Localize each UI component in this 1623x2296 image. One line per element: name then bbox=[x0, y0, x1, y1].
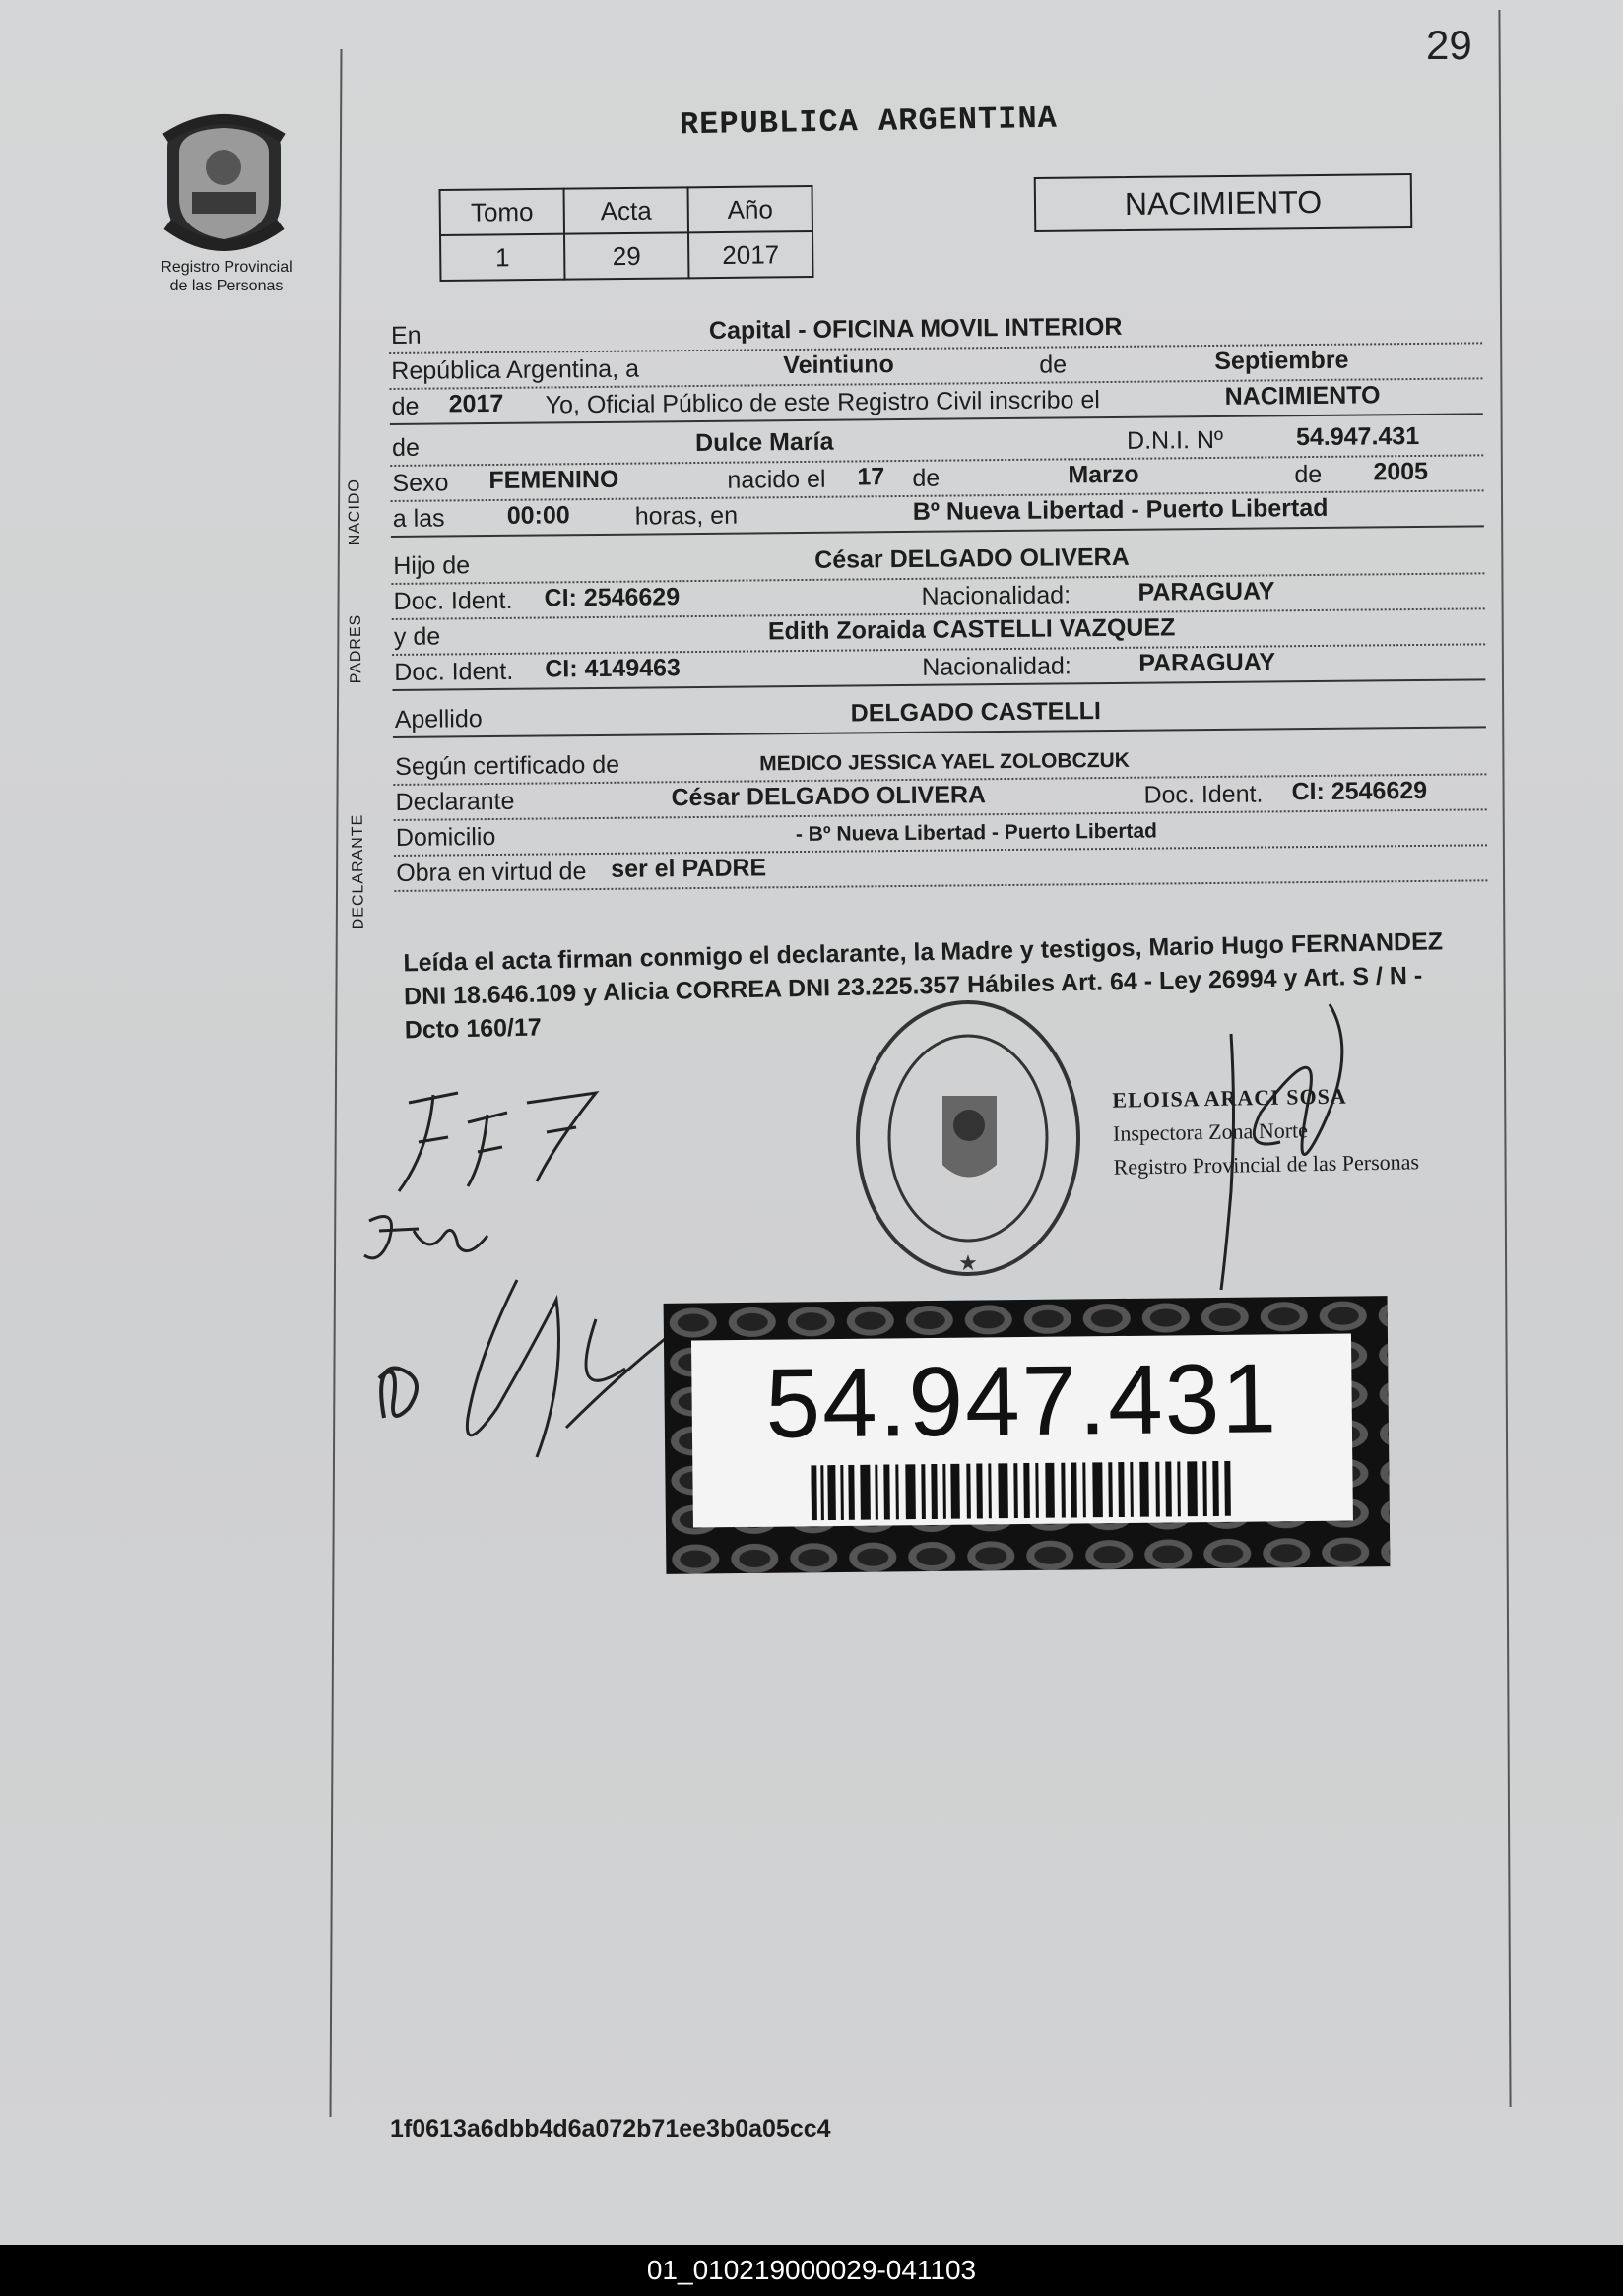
declarant-name-value: César DELGADO OLIVERA bbox=[671, 781, 987, 812]
surname-value: DELGADO CASTELLI bbox=[850, 697, 1102, 728]
mother-nationality-label: Nacionalidad: bbox=[922, 652, 1071, 681]
declarant-doc-value: CI: 2546629 bbox=[1291, 776, 1428, 806]
domicilio-label: Domicilio bbox=[395, 822, 496, 852]
mother-nationality-value: PARAGUAY bbox=[1138, 648, 1276, 677]
tomo-header: Tomo bbox=[440, 189, 564, 235]
father-doc-label: Doc. Ident. bbox=[393, 586, 513, 615]
act-type-box: NACIMIENTO bbox=[1034, 173, 1413, 232]
dni-sticker bbox=[664, 1296, 1391, 1574]
dni-value: 54.947.431 bbox=[1295, 421, 1420, 452]
y-de-label: y de bbox=[393, 622, 441, 651]
birth-month-value: Marzo bbox=[1068, 460, 1139, 489]
certificate-value: MEDICO JESSICA YAEL ZOLOBCZUK bbox=[759, 748, 1131, 776]
republica-label: República Argentina, a bbox=[391, 354, 640, 385]
de-birth-label: de bbox=[912, 464, 941, 492]
certificado-label: Según certificado de bbox=[395, 750, 620, 781]
country-title: REPUBLICA ARGENTINA bbox=[679, 99, 1059, 144]
declarante-label: Declarante bbox=[395, 787, 515, 816]
month-value: Septiembre bbox=[1214, 346, 1349, 375]
inspector-office: Registro Provincial de las Personas bbox=[1113, 1149, 1420, 1180]
sexo-label: Sexo bbox=[392, 469, 449, 497]
name-value: Dulce María bbox=[694, 427, 834, 458]
inscribe-type-value: NACIMIENTO bbox=[1224, 381, 1381, 411]
obra-label: Obra en virtud de bbox=[396, 858, 587, 887]
mother-name-value: Edith Zoraida CASTELLI VAZQUEZ bbox=[767, 613, 1176, 646]
acta-header: Acta bbox=[564, 187, 688, 233]
yo-label: Yo, Oficial Público de este Registro Civil inscribo el bbox=[545, 386, 1101, 419]
surname-line bbox=[393, 690, 1486, 738]
svg-text:★: ★ bbox=[958, 1251, 978, 1276]
sticker-label-area bbox=[691, 1334, 1353, 1528]
domicile-value: - Bº Nueva Libertad - Puerto Libertad bbox=[795, 819, 1158, 847]
father-nationality-label: Nacionalidad: bbox=[921, 581, 1071, 610]
page-number: 29 bbox=[1426, 22, 1472, 68]
mother-doc-label: Doc. Ident. bbox=[394, 657, 514, 686]
obra-reason-value: ser el PADRE bbox=[611, 854, 767, 883]
inspector-stamp bbox=[1112, 1078, 1419, 1183]
barcode-icon bbox=[811, 1461, 1235, 1520]
birth-year-value: 2005 bbox=[1373, 457, 1429, 486]
registry-caption-line-1: Registro Provincial bbox=[161, 259, 292, 276]
dni-label: D.N.I. Nº bbox=[1126, 425, 1224, 455]
sex-value: FEMENINO bbox=[488, 465, 619, 495]
registry-caption-line-2: de las Personas bbox=[169, 278, 284, 294]
de-year-label: de bbox=[391, 392, 420, 420]
declarante-side-label: DECLARANTE bbox=[349, 813, 367, 930]
declarant-signature-icon bbox=[389, 1083, 616, 1201]
father-nationality-value: PARAGUAY bbox=[1137, 577, 1275, 606]
hijo-de-label: Hijo de bbox=[393, 551, 471, 580]
place-value: Capital - OFICINA MOVIL INTERIOR bbox=[708, 312, 1123, 345]
document-hash: 1f0613a6dbb4d6a072b71ee3b0a05cc4 bbox=[390, 2115, 831, 2142]
inspector-name: ELOISA ARACI SOSA bbox=[1112, 1083, 1347, 1113]
birth-time-value: 00:00 bbox=[506, 501, 570, 530]
witness-signature-2-icon bbox=[369, 1260, 675, 1526]
declarant-doc-label: Doc. Ident. bbox=[1143, 780, 1264, 809]
acta-value: 29 bbox=[564, 232, 688, 279]
registry-seal-icon bbox=[849, 992, 1087, 1288]
anio-header: Año bbox=[688, 186, 812, 232]
sticker-dni-number: 54.947.431 bbox=[764, 1343, 1279, 1459]
de-birth-year-label: de bbox=[1294, 460, 1323, 489]
anio-value: 2017 bbox=[688, 231, 812, 278]
a-las-label: a las bbox=[392, 504, 445, 533]
day-value: Veintiuno bbox=[783, 351, 894, 380]
apellido-label: Apellido bbox=[394, 705, 483, 733]
birth-day-value: 17 bbox=[857, 463, 885, 491]
father-doc-value: CI: 2546629 bbox=[544, 583, 681, 612]
scan-footer-id: 01_010219000029-041103 bbox=[0, 2245, 1623, 2296]
de-label: de bbox=[1039, 351, 1068, 379]
de-name-label: de bbox=[391, 433, 421, 462]
mother-doc-value: CI: 4149463 bbox=[545, 654, 682, 683]
closing-note: Leída el acta firman conmigo el declarante, la Madre y testigos, Mario Hugo FERNANDEZ DNI 18.646.109 y Alicia CORREA DNI 23.225.357 Hábiles Art. 64 - Ley 26994 y Art. S / N - Dcto 160/17 bbox=[403, 927, 1444, 1045]
tomo-value: 1 bbox=[440, 234, 564, 281]
year-value: 2017 bbox=[448, 389, 504, 418]
horas-en-label: horas, en bbox=[634, 501, 739, 531]
padres-side-label: PADRES bbox=[347, 613, 365, 684]
birth-place-value: Bº Nueva Libertad - Puerto Libertad bbox=[912, 493, 1329, 526]
en-label: En bbox=[390, 321, 422, 350]
nacido-side-label: NACIDO bbox=[346, 478, 364, 546]
inspector-role: Inspectora Zona Norte bbox=[1112, 1117, 1309, 1146]
father-name-value: César DELGADO OLIVERA bbox=[814, 542, 1130, 574]
nacido-el-label: nacido el bbox=[727, 465, 826, 494]
